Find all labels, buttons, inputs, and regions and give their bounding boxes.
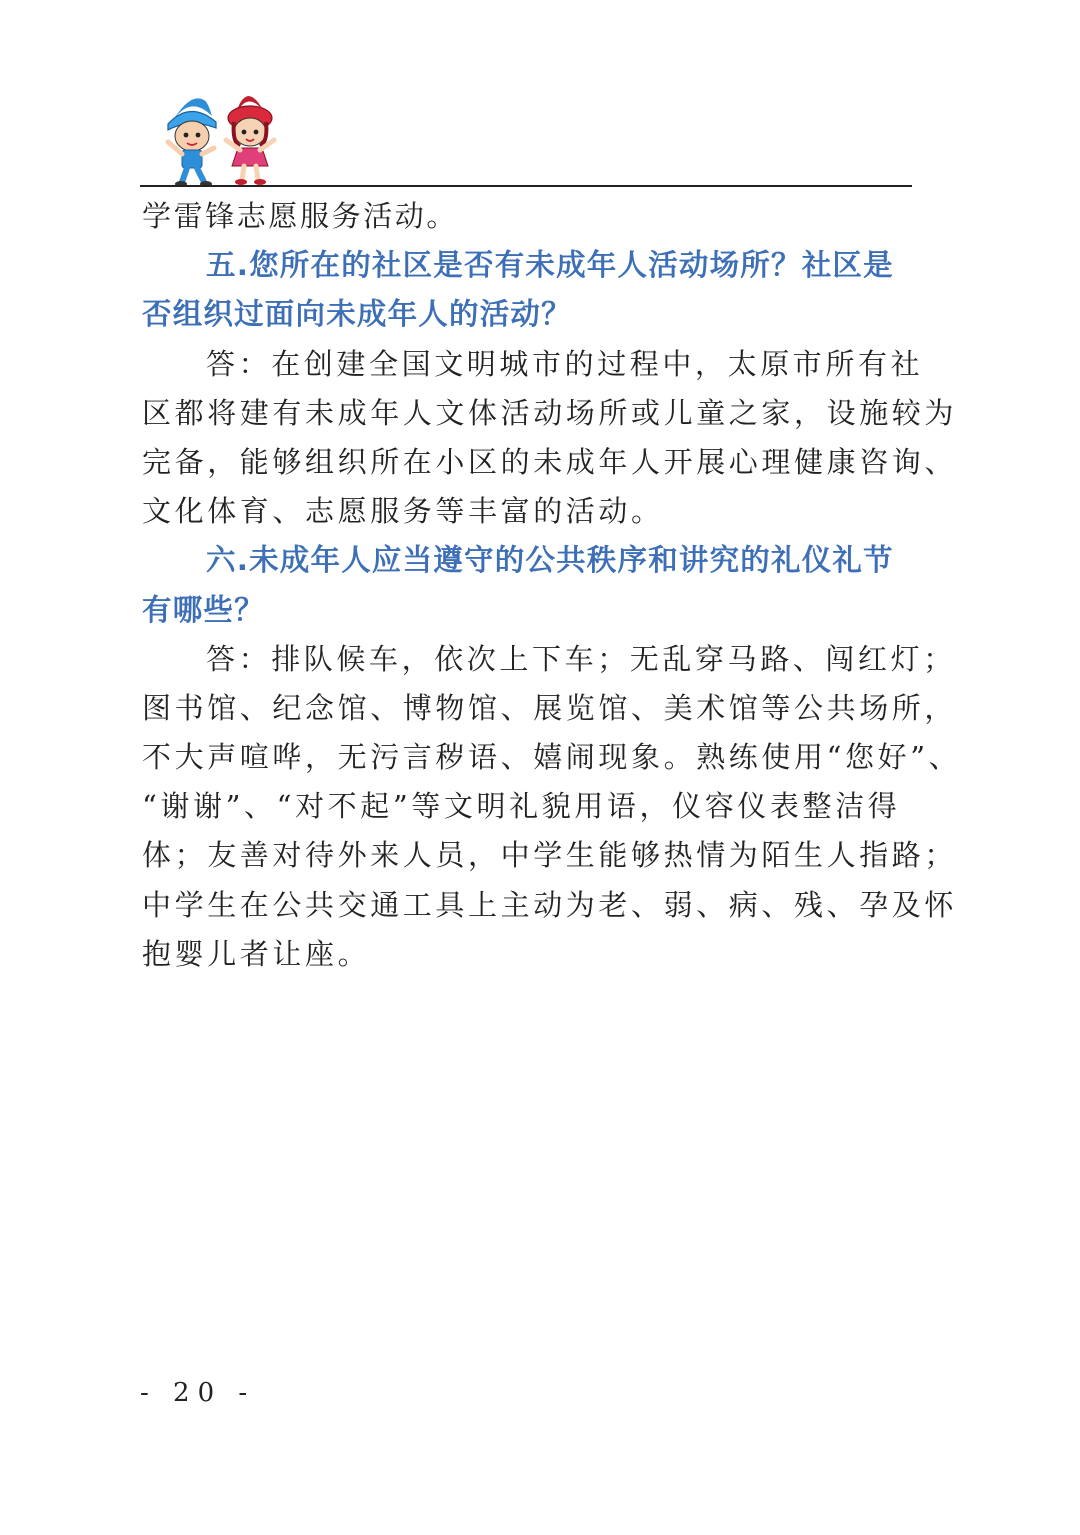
question-6 xyxy=(142,536,912,634)
answer-line: 答：在创建全国文明城市的过程中，太原市所有社 xyxy=(206,346,924,381)
answer-6 xyxy=(142,635,962,979)
red-mascot-figure xyxy=(226,96,274,185)
question-line: 有哪些？ xyxy=(142,592,265,627)
question-5 xyxy=(142,241,912,339)
blue-mascot-figure xyxy=(168,98,216,187)
answer-line: 不大声喧哗，无污言秽语、嬉闹现象。熟练使用“您好”、 xyxy=(142,740,962,775)
mascot-logo xyxy=(160,92,290,190)
answer-line: 文化体育、志愿服务等丰富的活动。 xyxy=(142,494,664,529)
answer-line: 答：排队候车，依次上下车；无乱穿马路、闯红灯； xyxy=(206,641,956,676)
question-line: 六.未成年人应当遵守的公共秩序和讲究的礼仪礼节 xyxy=(206,543,894,578)
question-line: 否组织过面向未成年人的活动？ xyxy=(142,297,572,332)
question-line: 五.您所在的社区是否有未成年人活动场所？社区是 xyxy=(206,248,894,283)
document-body xyxy=(142,192,962,979)
answer-5 xyxy=(142,340,958,537)
answer-line: 体；友善对待外来人员，中学生能够热情为陌生人指路； xyxy=(142,838,958,873)
header-rule xyxy=(140,185,912,187)
answer-line: 完备，能够组织所在小区的未成年人开展心理健康咨询、 xyxy=(142,444,958,479)
answer-line: “谢谢”、“对不起”等文明礼貌用语，仪容仪表整洁得 xyxy=(142,789,901,824)
page-number: - 20 - xyxy=(140,1378,256,1408)
answer-line: 区都将建有未成年人文体活动场所或儿童之家，设施较为 xyxy=(142,395,958,430)
answer-line: 中学生在公共交通工具上主动为老、弱、病、残、孕及怀 xyxy=(142,887,958,922)
answer-line: 图书馆、纪念馆、博物馆、展览馆、美术馆等公共场所， xyxy=(142,690,958,725)
body-line: 学雷锋志愿服务活动。 xyxy=(142,199,459,233)
answer-line: 抱婴儿者让座。 xyxy=(142,936,371,971)
